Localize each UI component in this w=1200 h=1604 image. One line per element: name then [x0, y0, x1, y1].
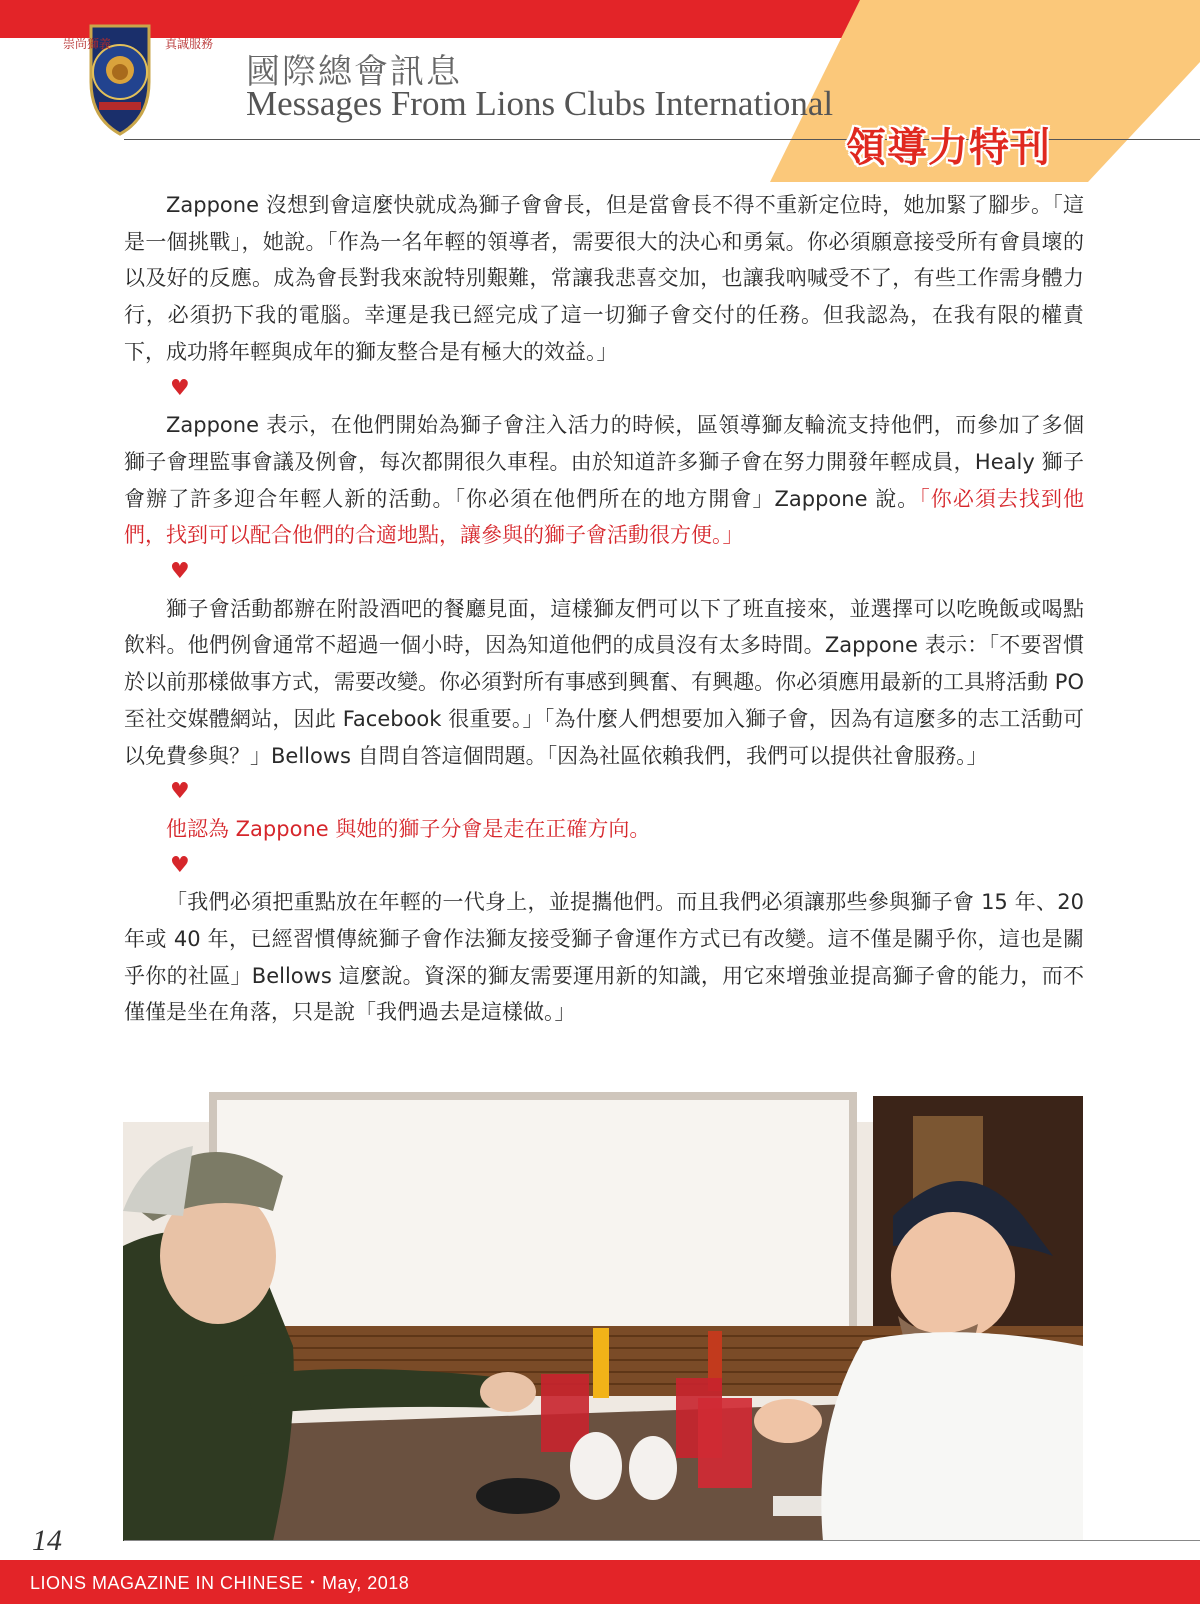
special-issue-title: 領導力特刊 [846, 124, 1051, 171]
heart-icon: ♥ [170, 779, 190, 805]
footer-divider [124, 1540, 1200, 1541]
restaurant-photo-illustration [123, 1096, 1083, 1541]
logo-left-motto: 崇尚獅義 [63, 37, 112, 51]
lions-club-logo [55, 20, 214, 138]
heart-icon: ♥ [170, 852, 190, 878]
heart-icon: ♥ [170, 559, 190, 585]
paragraph-5: 「我們必須把重點放在年輕的一代身上，並提攜他們。而且我們必須讓那些參與獅子會 15 年、20 年或 40 年，已經習慣傳統獅子會作法獅友接受獅子會運作方式已有改變。這不僅是關乎你，這也是關乎你的社區」Bellows 這麼說。資深的獅友需要運用新的知識，用它來增強並提高獅子會的能力，而不僅僅是坐在角落，只是說「我們過去是這樣做。」 [124, 890, 1084, 1025]
section-title-chinese: 國際總會訊息 [246, 52, 462, 92]
heart-icon: ♥ [170, 375, 190, 401]
section-title-english: Messages From Lions Clubs International [246, 84, 834, 123]
paragraph-4-highlight: 他認為 Zappone 與她的獅子分會是走在正確方向。 [166, 816, 651, 841]
paragraph-2-text: Zappone 表示，在他們開始為獅子會注入活力的時候，區領導獅友輪流支持他們，而參加了多個獅子會理監事會議及例會，每次都開很久車程。由於知道許多獅子會在努力開發年輕成員，Healy 獅子會辦了許多迎合年輕人新的活動。「你必須在他們所在的地方開會」Zappone 說。 [124, 413, 1084, 511]
article-body [124, 187, 1084, 1031]
article-photo [123, 1096, 1083, 1541]
logo-right-motto: 真誠服務 [165, 37, 214, 51]
paragraph-2-highlight: 「你必須去找到他們，找到可以配合他們的合適地點，讓參與的獅子會活動很方便。」 [124, 486, 1084, 548]
page-number: 14 [32, 1524, 62, 1557]
paragraph-2 [124, 407, 1084, 554]
magazine-issue-label: LIONS MAGAZINE IN CHINESE・May, 2018 [30, 1573, 410, 1593]
paragraph-3: 獅子會活動都辦在附設酒吧的餐廳見面，這樣獅友們可以下了班直接來，並選擇可以吃晚飯或喝點飲料。他們例會通常不超過一個小時，因為知道他們的成員沒有太多時間。Zappone 表示：「不要習慣於以前那樣做事方式，需要改變。你必須對所有事感到興奮、有興趣。你必須應用最新的工具將活動 PO 至社交媒體網站，因此 Facebook 很重要。」「為什麼人們想要加入獅子會，因為有這麼多的志工活動可以免費參與？」Bellows 自問自答這個問題。「因為社區依賴我們，我們可以提供社會服務。」 [124, 596, 1084, 768]
paragraph-1: Zappone 沒想到會這麼快就成為獅子會會長，但是當會長不得不重新定位時，她加緊了腳步。「這是一個挑戰」，她說。「作為一名年輕的領導者，需要很大的決心和勇氣。你必須願意接受所有會員壞的以及好的反應。成為會長對我來說特別艱難，常讓我悲喜交加，也讓我吶喊受不了，有些工作需身體力行，必須扔下我的電腦。幸運是我已經完成了這一切獅子會交付的任務。但我認為，在我有限的權責下，成功將年輕與成年的獅友整合是有極大的效益。」 [124, 193, 1084, 364]
